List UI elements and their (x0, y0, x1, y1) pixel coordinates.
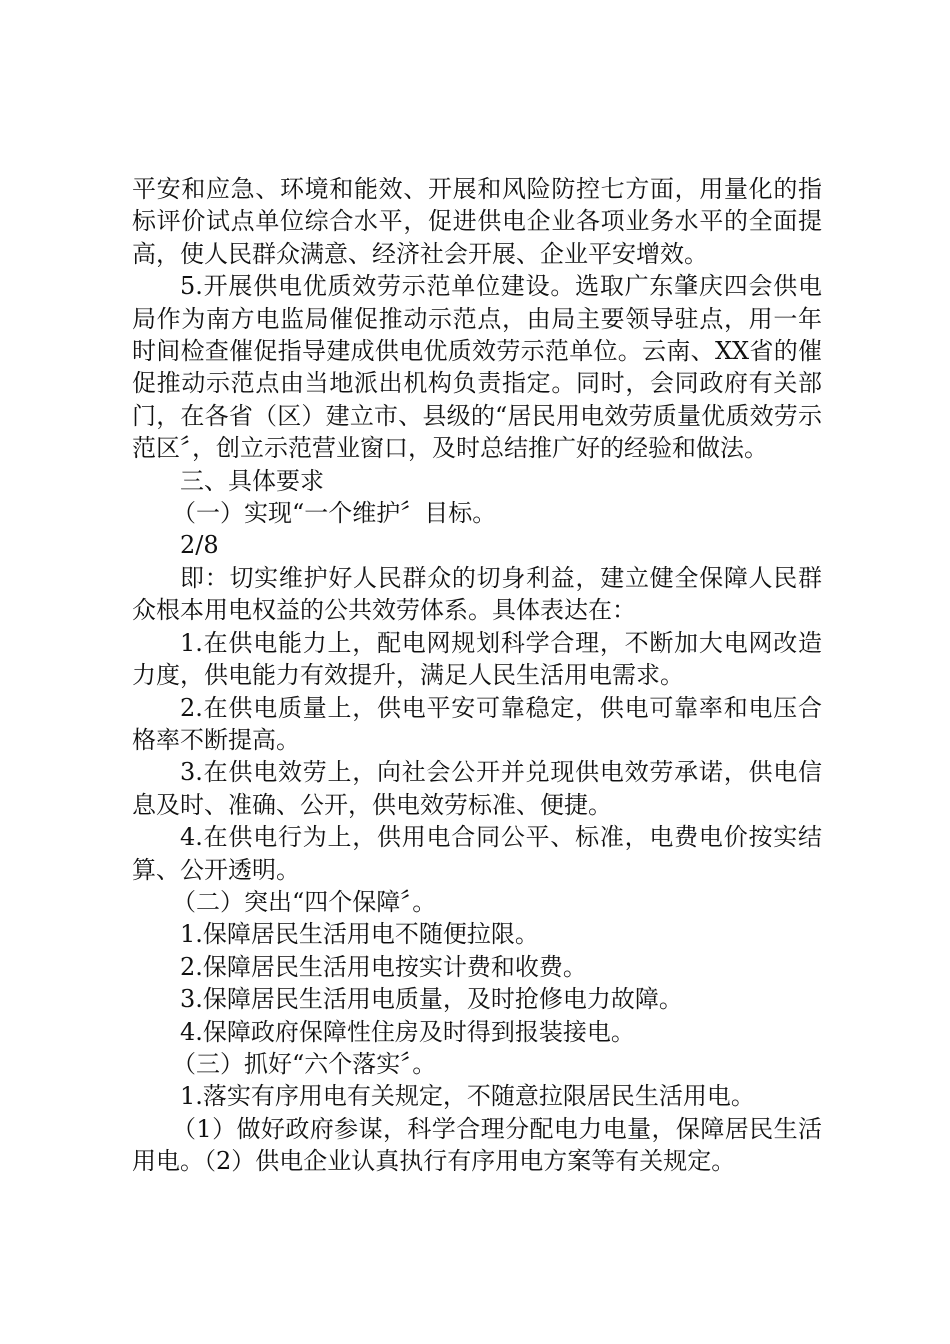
section-heading: 三、具体要求 (180, 466, 324, 495)
paragraph-item-5: 5.开展供电优质效劳示范单位建设。选取广东肇庆四会供电局作为南方电监局催促推动示范点，由局主要领导驻点，用一年时间检查催促指导建成供电优质效劳示范单位。云南、XX省的催促推动示范点由当地派出机构负责指定。同时，会同政府有关部门，在各省（区）建立市、县级的“居民用电效劳质量优质效劳示范区〞，创立示范营业窗口，及时总结推广好的经验和做法。 (132, 272, 822, 463)
paragraph-intro: 即：切实维护好人民群众的切身利益，建立健全保障人民群众根本用电权益的公共效劳体系。具体表达在： (132, 563, 822, 625)
document-body (132, 173, 822, 1178)
guarantee-item-2: 2.保障居民生活用电按实计费和收费。 (180, 952, 587, 981)
implementation-item-1: 1.落实有序用电有关规定，不随意拉限居民生活用电。 (180, 1082, 755, 1111)
page-number: 2/8 (180, 531, 219, 560)
paragraph-point-3: 3.在供电效劳上，向社会公开并兑现供电效劳承诺，供电信息及时、准确、公开，供电效劳标准、便捷。 (132, 758, 822, 819)
subsection-heading-2: （二）突出“四个保障〞。 (172, 887, 437, 916)
paragraph-point-2: 2.在供电质量上，供电平安可靠稳定，供电可靠率和电压合格率不断提高。 (132, 693, 822, 754)
guarantee-item-3: 3.保障居民生活用电质量，及时抢修电力故障。 (180, 985, 683, 1014)
subsection-heading-1: （一）实现“一个维护〞目标。 (172, 499, 497, 528)
implementation-detail: （1）做好政府参谋，科学合理分配电力电量，保障居民生活用电。（2）供电企业认真执行有序用电方案等有关规定。 (132, 1114, 822, 1176)
paragraph-point-1: 1.在供电能力上，配电网规划科学合理，不断加大电网改造力度，供电能力有效提升，满足人民生活用电需求。 (132, 628, 822, 690)
guarantee-item-1: 1.保障居民生活用电不随便拉限。 (180, 920, 539, 949)
guarantee-item-4: 4.保障政府保障性住房及时得到报装接电。 (180, 1017, 635, 1046)
subsection-heading-3: （三）抓好“六个落实〞。 (172, 1049, 437, 1078)
paragraph-continuation: 平安和应急、环境和能效、开展和风险防控七方面，用量化的指标评价试点单位综合水平，促进供电企业各项业务水平的全面提高，使人民群众满意、经济社会开展、企业平安增效。 (132, 175, 822, 268)
paragraph-point-4: 4.在供电行为上，供用电合同公平、标准，电费电价按实结算、公开透明。 (132, 823, 822, 884)
